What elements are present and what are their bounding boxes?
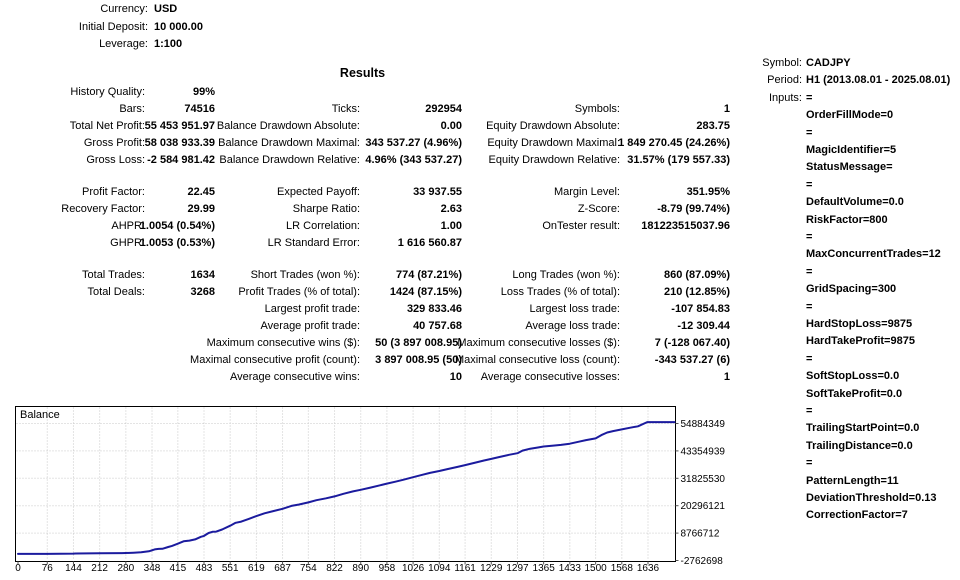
- input-parameter: =: [806, 178, 813, 191]
- x-axis-tick-label: 76: [41, 563, 53, 574]
- input-parameter: SoftStopLoss=0.0: [806, 370, 900, 383]
- x-axis-tick-label: 1636: [636, 563, 660, 574]
- stat-label: Maximal consecutive profit (count):: [190, 354, 360, 366]
- stat-value: 1.00: [440, 220, 462, 232]
- stat-label: Equity Drawdown Maximal:: [487, 137, 620, 149]
- stat-value: 1: [723, 103, 730, 115]
- x-axis-tick-label: 1026: [401, 563, 425, 574]
- settings-value: H1 (2013.08.01 - 2025.08.01): [806, 74, 951, 87]
- y-axis-tick-label: 8766712: [680, 528, 720, 540]
- stat-value: 774 (87.21%): [395, 269, 462, 281]
- stat-label: Ticks:: [331, 103, 360, 115]
- x-axis-tick-label: 212: [91, 563, 108, 574]
- x-axis-tick-label: 0: [15, 563, 21, 574]
- input-parameter: =: [806, 126, 813, 139]
- stat-label: Total Deals:: [87, 286, 145, 298]
- input-parameter: MagicIdentifier=5: [806, 144, 897, 156]
- stat-label: Average loss trade:: [525, 320, 620, 332]
- input-parameter: RiskFactor=800: [806, 213, 888, 226]
- input-parameter: TrailingStartPoint=0.0: [806, 422, 920, 435]
- stat-value: 351.95%: [686, 186, 730, 198]
- y-axis-tick-label: 20296121: [680, 501, 725, 513]
- input-parameter: =: [806, 457, 813, 470]
- stat-value: 1 849 270.45 (24.26%): [618, 137, 730, 149]
- stat-value: 1.0054 (0.54%): [139, 220, 215, 232]
- stat-label: Balance Drawdown Maximal:: [218, 137, 360, 149]
- input-parameter: DeviationThreshold=0.13: [806, 492, 937, 504]
- x-axis-tick-label: 822: [326, 563, 343, 574]
- stat-value: -107 854.83: [671, 303, 730, 315]
- x-axis-tick-label: 415: [169, 563, 187, 574]
- stat-label: Symbols:: [574, 103, 620, 115]
- x-axis-tick-label: 687: [274, 563, 291, 574]
- stat-label: LR Correlation:: [286, 220, 360, 232]
- input-parameter: StatusMessage=: [806, 161, 893, 174]
- x-axis-tick-label: 1161: [454, 563, 476, 574]
- stat-value: 33 937.55: [413, 186, 462, 198]
- y-axis-tick-label: 43354939: [680, 446, 725, 458]
- stat-value: 74516: [184, 103, 215, 115]
- x-axis-tick-label: 144: [65, 563, 82, 574]
- stat-value: -343 537.27 (6): [654, 354, 730, 366]
- chart-series-label: Balance: [20, 409, 60, 421]
- input-parameter: HardTakeProfit=9875: [806, 335, 915, 348]
- settings-label: Symbol:: [762, 57, 802, 69]
- stat-label: AHPR:: [111, 220, 145, 232]
- stat-value: 3268: [190, 286, 215, 298]
- settings-row: [0, 92, 960, 106]
- stat-label: GHPR:: [110, 237, 145, 249]
- account-label: Initial Deposit:: [78, 20, 148, 33]
- stat-value: 4.96% (343 537.27): [365, 154, 462, 166]
- stat-value: 29.99: [187, 203, 215, 215]
- x-axis-tick-label: 348: [143, 563, 161, 574]
- input-parameter: DefaultVolume=0.0: [806, 196, 904, 209]
- stat-label: Average profit trade:: [260, 320, 360, 332]
- x-axis-tick-label: 754: [300, 563, 317, 574]
- x-axis-tick-label: 280: [117, 563, 135, 574]
- stat-value: 3 897 008.95 (50): [375, 354, 462, 366]
- stat-value: 58 038 933.39: [144, 137, 215, 149]
- stat-label: Z-Score:: [577, 203, 620, 215]
- stat-value: -12 309.44: [677, 320, 730, 332]
- input-parameter: =: [806, 300, 813, 313]
- stat-value: 10: [449, 371, 462, 383]
- y-axis-tick-label: 54884349: [680, 419, 725, 430]
- account-value: USD: [154, 3, 178, 15]
- stat-value: -8.79 (99.74%): [657, 203, 730, 215]
- input-parameter: =: [806, 352, 813, 365]
- account-value: 1:100: [154, 38, 183, 50]
- stat-label: Largest profit trade:: [264, 303, 360, 315]
- stat-label: Maximum consecutive wins ($):: [206, 337, 360, 349]
- account-value: 10 000.00: [154, 20, 203, 33]
- account-label: Currency:: [100, 3, 148, 15]
- settings-label: Period:: [767, 74, 802, 87]
- stat-value: 99%: [192, 86, 215, 98]
- y-axis-tick-label: -2762698: [680, 556, 723, 567]
- input-parameter: GridSpacing=300: [806, 283, 897, 296]
- stat-value: -2 584 981.42: [147, 154, 215, 166]
- stat-value: 1: [723, 371, 730, 383]
- settings-value: =: [806, 91, 813, 104]
- stat-label: Gross Loss:: [86, 154, 145, 166]
- stat-value: 1424 (87.15%): [389, 286, 462, 298]
- stat-value: 343 537.27 (4.96%): [365, 137, 462, 149]
- stat-label: Bars:: [119, 103, 145, 115]
- x-axis-tick-label: 483: [195, 563, 213, 574]
- balance-chart-svg: [0, 400, 760, 577]
- stat-label: Equity Drawdown Relative:: [488, 154, 620, 166]
- x-axis-tick-label: 619: [248, 563, 265, 574]
- input-parameter: PatternLength=11: [806, 474, 899, 487]
- stat-label: Total Net Profit:: [69, 120, 145, 132]
- x-axis-tick-label: 958: [378, 563, 396, 574]
- balance-chart: [0, 400, 760, 577]
- stat-value: 181223515037.96: [641, 220, 730, 232]
- x-axis-tick-label: 1297: [506, 563, 529, 574]
- results-title: Results: [339, 66, 386, 80]
- stat-label: History Quality:: [70, 86, 145, 98]
- stat-label: Profit Trades (% of total):: [238, 286, 360, 298]
- stat-value: 55 453 951.97: [144, 120, 215, 132]
- stat-value: 1 616 560.87: [397, 237, 462, 249]
- y-axis-tick-label: 31825530: [680, 473, 725, 485]
- settings-row: [0, 74, 960, 88]
- stat-value: 283.75: [696, 120, 730, 132]
- input-parameter: SoftTakeProfit=0.0: [806, 387, 903, 400]
- stat-value: 7 (-128 067.40): [654, 337, 730, 349]
- stat-label: Equity Drawdown Absolute:: [486, 120, 620, 132]
- stat-label: Largest loss trade:: [529, 303, 620, 315]
- stat-label: Gross Profit:: [83, 137, 145, 149]
- stat-label: Expected Payoff:: [277, 186, 360, 198]
- stat-value: 22.45: [187, 186, 215, 198]
- x-axis-tick-label: 890: [352, 563, 370, 574]
- stat-label: Sharpe Ratio:: [292, 203, 360, 215]
- settings-label: Inputs:: [768, 91, 802, 104]
- stat-value: 860 (87.09%): [663, 269, 730, 281]
- stat-label: Maximum consecutive losses ($):: [457, 337, 620, 349]
- input-parameter: TrailingDistance=0.0: [806, 439, 913, 452]
- stat-label: Average consecutive wins:: [229, 371, 360, 383]
- stat-value: 329 833.46: [406, 303, 462, 315]
- stat-value: 210 (12.85%): [663, 286, 730, 298]
- settings-value: CADJPY: [806, 57, 851, 69]
- stat-label: OnTester result:: [542, 220, 620, 232]
- stat-value: 2.63: [440, 203, 462, 215]
- stat-value: 1634: [190, 269, 215, 281]
- stat-label: Balance Drawdown Relative:: [219, 154, 360, 166]
- stat-label: Balance Drawdown Absolute:: [216, 120, 360, 132]
- x-axis-tick-label: 1568: [610, 563, 633, 574]
- stat-label: Maximal consecutive loss (count):: [454, 354, 620, 366]
- input-parameter: HardStopLoss=9875: [806, 318, 913, 330]
- stat-value: 1.0053 (0.53%): [139, 237, 215, 249]
- stat-label: Short Trades (won %):: [250, 269, 360, 281]
- x-axis-tick-label: 1365: [532, 563, 555, 574]
- settings-row: [0, 57, 960, 71]
- stat-label: Loss Trades (% of total):: [500, 286, 620, 298]
- stat-value: 292954: [425, 103, 462, 115]
- stat-label: Profit Factor:: [82, 186, 145, 198]
- stat-value: 0.00: [440, 120, 462, 132]
- input-parameter: MaxConcurrentTrades=12: [806, 248, 941, 261]
- stat-label: Margin Level:: [553, 186, 620, 198]
- input-parameter: =: [806, 265, 813, 278]
- stat-value: 31.57% (179 557.33): [627, 154, 730, 166]
- x-axis-tick-label: 1094: [428, 563, 451, 574]
- input-parameter: =: [806, 231, 813, 243]
- x-axis-tick-label: 1433: [558, 563, 581, 574]
- x-axis-tick-label: 1500: [584, 563, 607, 574]
- stat-value: 40 757.68: [413, 320, 462, 332]
- stat-label: LR Standard Error:: [267, 237, 360, 249]
- input-parameter: =: [806, 405, 813, 417]
- stat-label: Average consecutive losses:: [480, 371, 620, 383]
- x-axis-tick-label: 1229: [480, 563, 503, 574]
- stat-label: Total Trades:: [82, 269, 145, 281]
- stat-label: Recovery Factor:: [61, 203, 145, 215]
- input-parameter: OrderFillMode=0: [806, 109, 894, 122]
- stat-label: Long Trades (won %):: [512, 269, 620, 281]
- account-label: Leverage:: [99, 38, 148, 50]
- stat-value: 50 (3 897 008.95): [375, 337, 462, 349]
- input-parameter: CorrectionFactor=7: [806, 509, 908, 522]
- x-axis-tick-label: 551: [221, 563, 239, 574]
